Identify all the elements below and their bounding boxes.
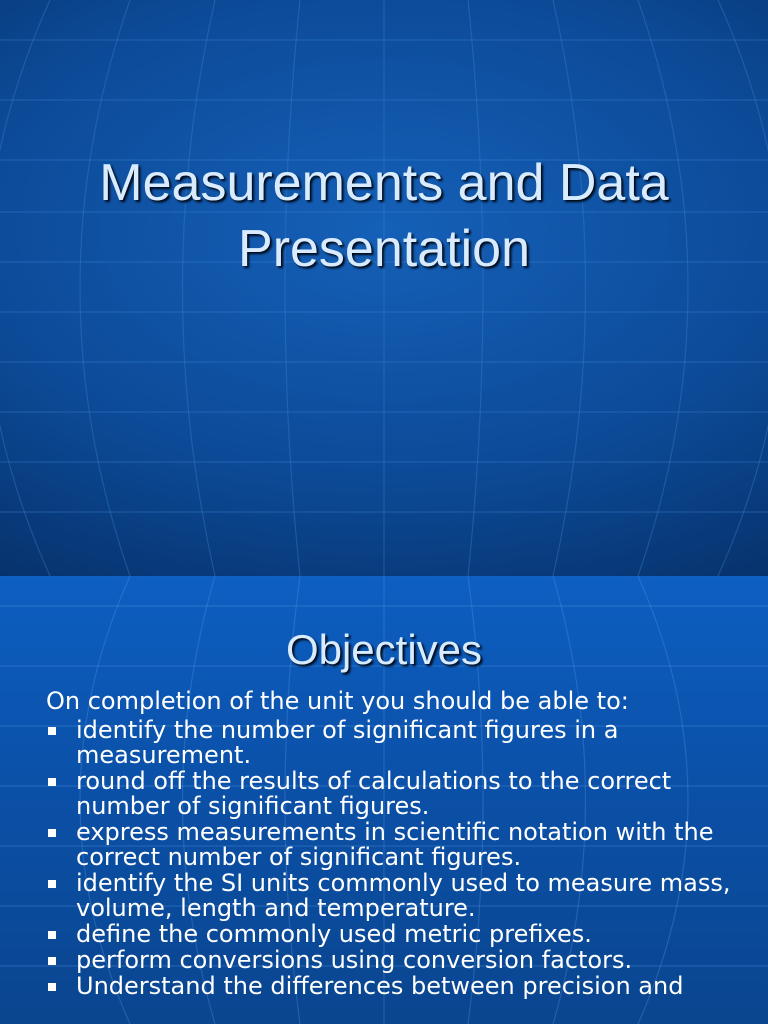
slide-title-line-2: Presentation [238,220,530,278]
slide-title-line-1: Measurements and Data [99,154,669,212]
square-bullet-icon [48,778,56,786]
list-item-text: identify the number of significant figures in a measurement. [76,716,619,769]
objectives-list [46,718,762,1000]
list-item-text: Understand the differences between precision and [76,972,684,1000]
list-item-text: define the commonly used metric prefixes. [76,920,592,948]
square-bullet-icon [48,829,56,837]
list-item [46,871,762,921]
list-item [46,769,762,819]
list-item-text: identify the SI units commonly used to measure mass, volume, length and temperature. [76,869,731,922]
list-item [46,820,762,870]
square-bullet-icon [48,727,56,735]
list-item [46,948,762,973]
list-item-text: perform conversions using conversion factors. [76,946,633,974]
square-bullet-icon [48,983,56,991]
list-item [46,718,762,768]
list-item [46,974,762,999]
objectives-intro: On completion of the unit you should be able to: [46,687,629,715]
objectives-title: Objectives [285,626,483,673]
square-bullet-icon [48,880,56,888]
list-item-text: round off the results of calculations to the correct number of significant figures. [76,767,672,820]
list-item [46,922,762,947]
square-bullet-icon [48,931,56,939]
slide-title [0,150,768,282]
list-item-text: express measurements in scientific notation with the correct number of significant figures. [76,818,714,871]
square-bullet-icon [48,957,56,965]
